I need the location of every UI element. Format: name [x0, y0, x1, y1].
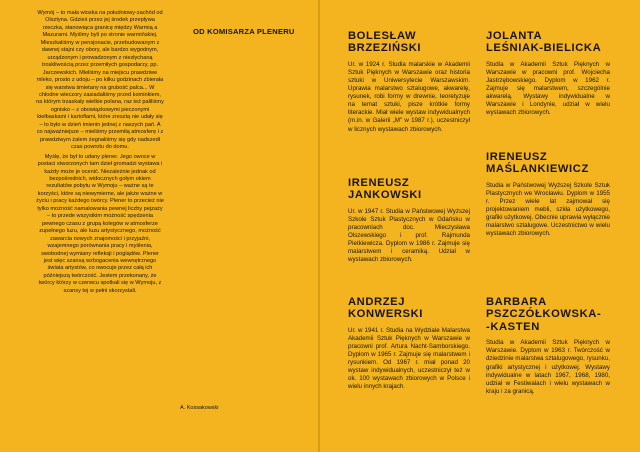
- artist-maslankiewicz: [486, 151, 610, 238]
- artist-name: ANDRZEJ KONWERSKI: [348, 296, 424, 321]
- artist-jankowski: [348, 177, 470, 264]
- artist-name: IRENEUSZ MAŚLANKIEWICZ: [486, 151, 589, 176]
- artist-pszczolkowska-kasten: [486, 296, 610, 396]
- artist-name: IRENEUSZ JANKOWSKI: [348, 177, 422, 202]
- artist-bio: Ur. w 1941 r. Studia na Wydziale Malarstwa Akademii Sztuk Pięknych w Warszawie w pracowni prof. Artura Nacht-Samborskiego. Dyplom w 1965 r. Zajmuje się malarstwem i rysunkiem. Od 1967 r. miał ponad 20 wystaw indywidualnych, uczestniczył też w ok. 100 wystawach zbiorowych w Polsce i wielu innych krajach.: [348, 326, 470, 391]
- commissioner-heading: OD KOMISARZA PLENERU: [193, 27, 295, 36]
- page-fold: [318, 0, 320, 452]
- artist-brzezinski: [348, 30, 470, 134]
- signature: A. Kossakowski: [180, 405, 219, 411]
- artist-bio: Ur. w 1924 r. Studia malarskie w Akademii Sztuk Pięknych w Warszawie oraz historia sztuki w Uniwersytecie Warszawskim. Uprawia malarstwo sztalugowe, akwarelę, rysunek, robi formy w drewnie, teoretyzuje na temat sztuki, pisze krótkie formy literackie. Miał wiele wystaw indywidualnych (m.in. w Galerii „M" w 1987 r.), uczestniczył w licznych wystawach zbiorowych.: [348, 60, 470, 133]
- artist-bio: Studia w Akademii Sztuk Pięknych w Warszawie. Dyplom w 1963 r. Twórczość w dziedzinie malarstwa sztalugowego, rysunku, grafiki artystycznej i użytkowej. Wystawy indywidualne w latach 1967, 1968, 1980, udział w Festiwalach i wielu wystawach w kraju i za granicą.: [486, 339, 610, 395]
- artist-name: BARBARA PSZCZÓŁKOWSKA- -KASTEN: [486, 296, 602, 333]
- artist-name: BOLESŁAW BRZEZIŃSKI: [348, 30, 422, 55]
- artist-name: JOLANTA LEŚNIAK-BIELICKA: [486, 30, 602, 55]
- intro-text: [36, 10, 164, 297]
- artist-bio: Ur. w 1947 r. Studia w Państwowej Wyższej Szkole Sztuk Plastycznych w Gdańsku w pracowniach doc. Mieczysława Olszewskiego i prof. Rajmunda Pietkiewicza. Dyplom w 1986 r. Zajmuje się malarstwem i ceramiką. Udział w wystawach zbiorowych.: [348, 207, 470, 264]
- artist-konwerski: [348, 296, 470, 392]
- intro-paragraph: Myślę, że był to udany plener. Jego owoce w postaci stworzonych tam dzieł gromadzi wystawa i każdy może je ocenić. Niezależnie jednak od bezpośrednich, widocznych gołym okiem rezultatów pobytu w Wymoju – ważne są te korzyści, które są niewymierne, ale jakże ważne w życiu i pracy każdego twórcy. Plener to przecież nie tylko możność namalowania pewnej liczby pejzaży – to przede wszystkim możność spędzenia pewnego czasu z grupą kolegów w atmosferze zupełnego luzu, ale luzu artystycznego, możność zawarcia nowych znajomości i przyjaźni, wzajemnego porównania pracy i myślenia, swobodnej wymiany refleksji i poglądów. Plener jest więc szansą wzbogacenia wewnętrznego świata artystów, co owocuje przez całą ich późniejszą twórczość. Jestem przekonany, że twórcy którzy w czerwcu spotkali się w Wymoju, z szansy tej w pełni skorzystali.: [36, 153, 164, 294]
- artist-bio: Studia w Akademii Sztuk Pięknych w Warszawie w pracowni prof. Wojciecha Jastrzębowskiego. Dyplom w 1962 r. Zajmuje się malarstwem, szczególnie akwarelą. Wystawy indywidualne w Warszawie i Londynie, udział w wielu wystawach zbiorowych.: [486, 60, 610, 117]
- artist-bio: Studia w Państwowej Wyższej Szkole Sztuk Plastycznych we Wrocławiu. Dyplom w 1955 r. Przez wiele lat zajmował się projektowaniem mebli, szkła użytkowego, grafiki użytkowej. Obecnie uprawia wyłącznie malarstwo sztalugowe. Uczestnictwo w wielu wystawach zbiorowych.: [486, 181, 610, 238]
- intro-paragraph: Wymój – to mała wioska na południowy-zachód od Olsztyna. Gdzieś przez jej środek przepływa rzeczka, stanowiąca granicę między Warmią a Mazurami. Myślmy byli po stronie warmińskiej. Mieszkaliśmy w pensjonacie, przebudowanym z dawnej stajni czy obory, ale bardzo wygodnym, urządzonym i prowadzonym z niezłychaną troskliwością przez przemiłych gospodarzy, pp. Jarczewskich. Mieliśmy na miejscu prawdziwe mleko, prosto z udoju – po kilku godzinach zbierała się warstwa śmietany na grubość palca... W chłodne wieczory zasiadaliśmy przed kominkiem, na którym trzaskały wielkie polana, raz też paliliśmy ognisko – z obowiązkowymi pieczonymi kiełbaskami i kartoflami, które zresztą nie udały się – to było w dzień imienin jednej z naszych pań. A co najważniejsze – mieliśmy przemiłą atmosferę i z prawdziwym żalem żegnaliśmy się gdy nadszedł czas powrotu do domu.: [36, 10, 164, 151]
- artist-lesniak-bielicka: [486, 30, 610, 117]
